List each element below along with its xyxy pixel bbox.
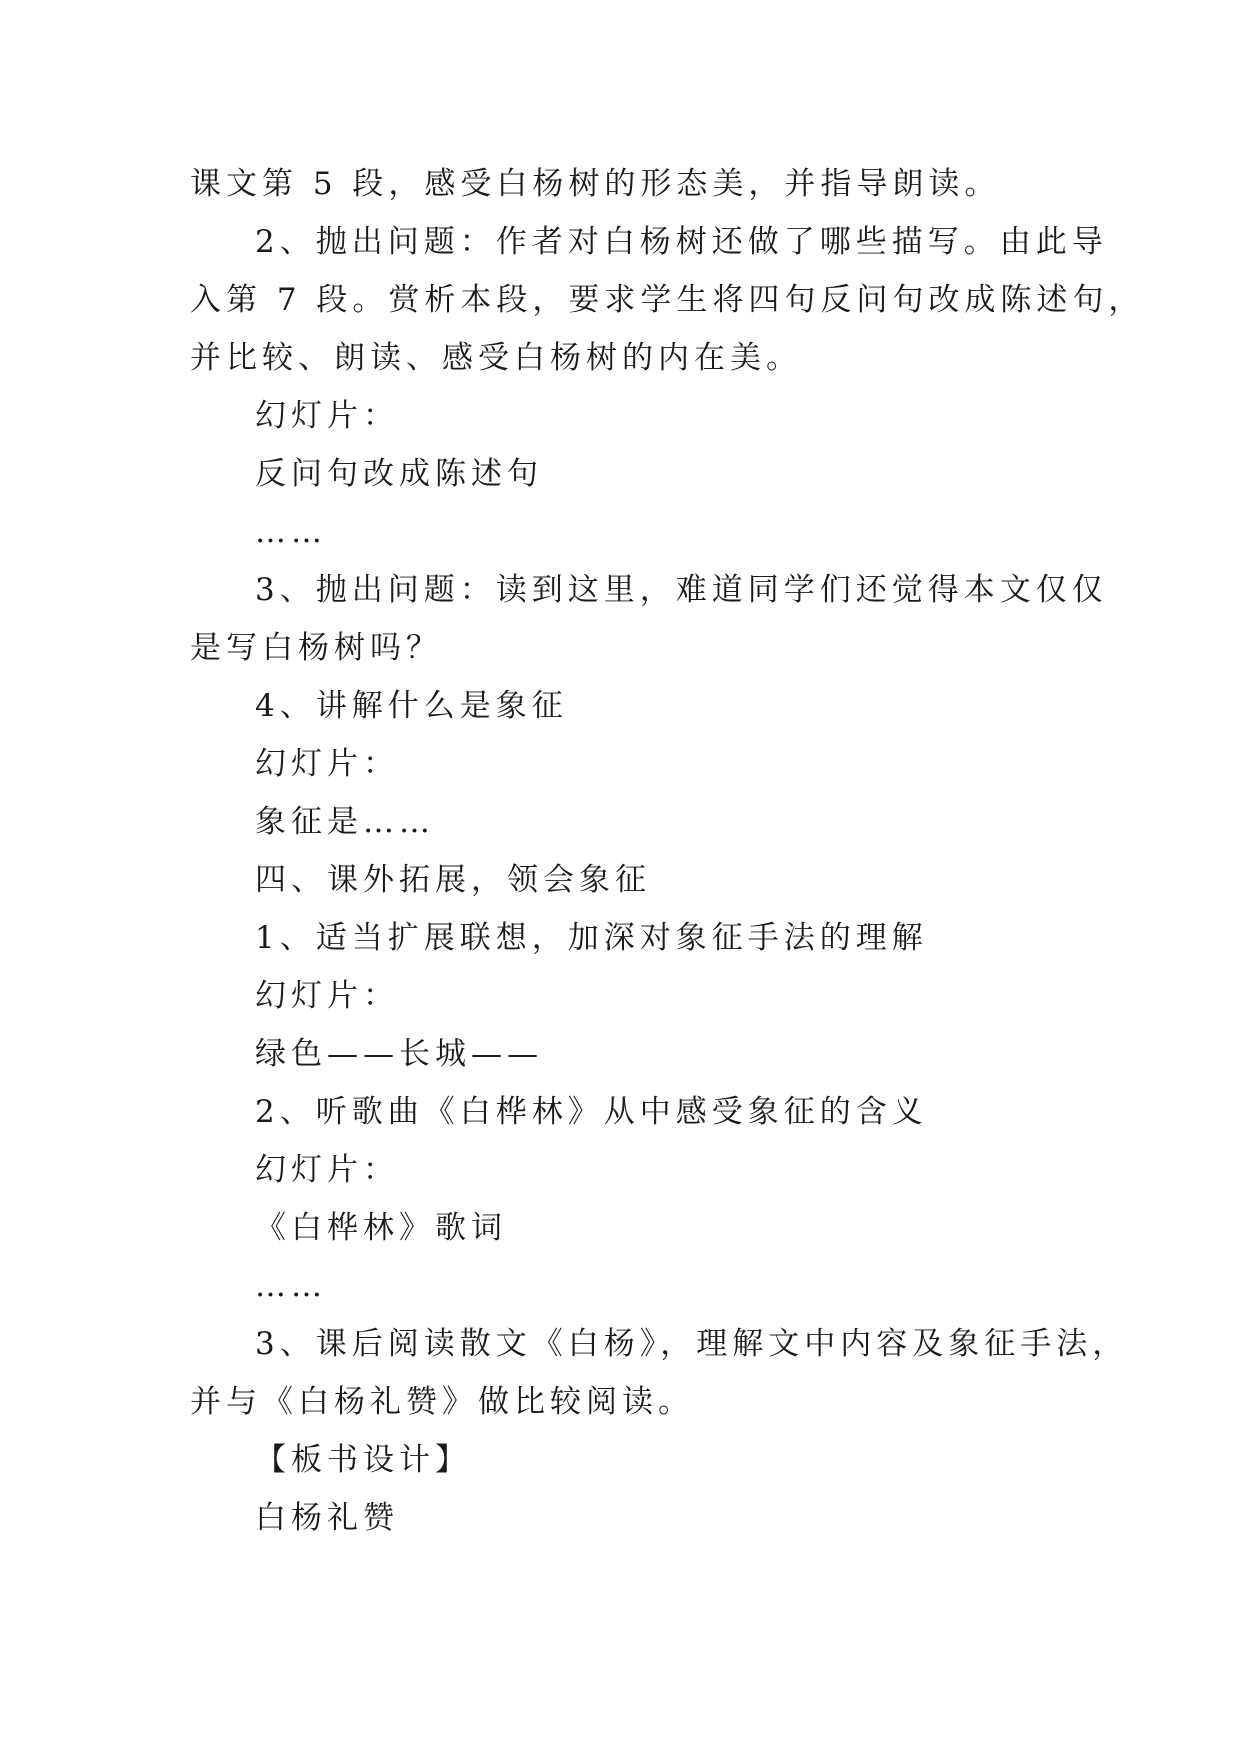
paragraph-line: 并与《白杨礼赞》做比较阅读。 — [190, 1384, 694, 1420]
paragraph-line: 3、课后阅读散文《白杨》，理解文中内容及象征手法， — [255, 1326, 1129, 1362]
paragraph-line: 3、抛出问题：读到这里，难道同学们还觉得本文仅仅 — [255, 572, 1108, 608]
paragraph-line: 4、讲解什么是象征 — [255, 688, 568, 724]
paragraph-line: 1、适当扩展联想，加深对象征手法的理解 — [255, 920, 928, 956]
section-heading: 【板书设计】 — [255, 1442, 471, 1478]
paragraph-line: 幻灯片： — [255, 398, 399, 434]
paragraph-line: 《白桦林》歌词 — [255, 1210, 507, 1246]
paragraph-line: 2、抛出问题：作者对白杨树还做了哪些描写。由此导 — [255, 224, 1108, 260]
paragraph-line: 是写白杨树吗？ — [190, 630, 442, 666]
paragraph-line: …… — [255, 1268, 327, 1304]
section-heading: 四、课外拓展，领会象征 — [255, 862, 651, 898]
paragraph-line: 并比较、朗读、感受白杨树的内在美。 — [190, 340, 802, 376]
paragraph-line: 幻灯片： — [255, 978, 399, 1014]
paragraph-line: 入第 7 段。赏析本段，要求学生将四句反问句改成陈述句， — [190, 282, 1145, 318]
paragraph-line: 课文第 5 段，感受白杨树的形态美，并指导朗读。 — [190, 166, 1001, 202]
paragraph-line: 2、听歌曲《白桦林》从中感受象征的含义 — [255, 1094, 928, 1130]
paragraph-line: 反问句改成陈述句 — [255, 456, 543, 492]
paragraph-line: 幻灯片： — [255, 1152, 399, 1188]
paragraph-line: 象征是…… — [255, 804, 435, 840]
paragraph-line: …… — [255, 514, 327, 550]
paragraph-line: 绿色——长城—— — [255, 1036, 543, 1072]
paragraph-line: 白杨礼赞 — [255, 1500, 399, 1536]
paragraph-line: 幻灯片： — [255, 746, 399, 782]
